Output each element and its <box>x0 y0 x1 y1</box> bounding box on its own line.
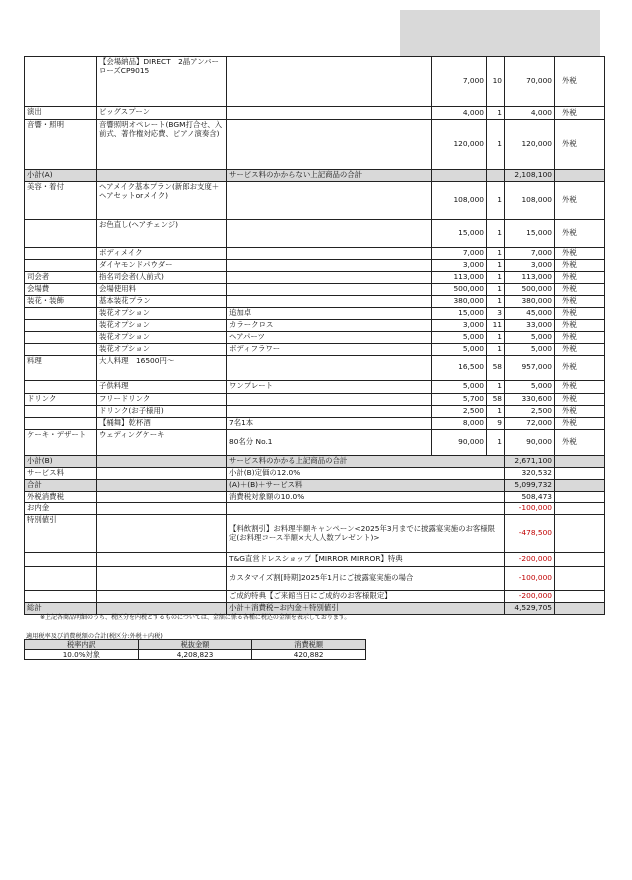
amount-cell: -100,000 <box>505 503 555 515</box>
category-cell <box>25 57 97 107</box>
unit-price-cell: 90,000 <box>432 429 487 455</box>
item-cell: フリードリンク <box>97 393 227 405</box>
column-header: 税抜金額 <box>138 640 252 650</box>
detail-cell: 追加卓 <box>227 307 432 319</box>
empty-cell <box>97 567 227 591</box>
empty-cell <box>555 603 605 615</box>
row-label-cell <box>25 567 97 591</box>
amount-cell: -200,000 <box>505 553 555 567</box>
tax-type-cell: 外税 <box>555 283 605 295</box>
category-cell <box>25 307 97 319</box>
amount-cell: 5,099,732 <box>505 479 555 491</box>
category-cell: 司会者 <box>25 271 97 283</box>
category-cell: ケーキ・デザート <box>25 429 97 455</box>
category-cell <box>25 380 97 393</box>
amount-cell: 2,500 <box>505 405 555 417</box>
category-cell: 音響・照明 <box>25 120 97 170</box>
detail-cell <box>227 283 432 295</box>
empty-cell <box>97 591 227 603</box>
row-label-cell: 小計(B) <box>25 455 97 467</box>
amount-cell: -100,000 <box>505 567 555 591</box>
tax-type-cell: 外税 <box>555 271 605 283</box>
empty-cell <box>555 591 605 603</box>
row-label-cell: 外税消費税 <box>25 491 97 503</box>
quantity-cell: 1 <box>487 259 505 271</box>
table-row <box>25 429 605 455</box>
amount-cell: 70,000 <box>505 57 555 107</box>
amount-cell: 500,000 <box>505 283 555 295</box>
table-row <box>25 107 605 120</box>
quantity-cell: 1 <box>487 219 505 247</box>
amount-cell: 3,000 <box>505 259 555 271</box>
amount-cell: 320,532 <box>505 467 555 479</box>
tax-type-cell: 外税 <box>555 57 605 107</box>
empty-cell <box>555 467 605 479</box>
table-row <box>25 120 605 170</box>
quantity-cell: 1 <box>487 380 505 393</box>
amount-cell: -200,000 <box>505 591 555 603</box>
amount-cell: 5,000 <box>505 331 555 343</box>
item-cell: 装花オプション <box>97 307 227 319</box>
unit-price-cell: 3,000 <box>432 319 487 331</box>
category-cell: ドリンク <box>25 393 97 405</box>
empty-cell <box>97 467 227 479</box>
amount-cell: 108,000 <box>505 181 555 219</box>
detail-cell: ワンプレート <box>227 380 432 393</box>
table-row <box>25 355 605 380</box>
amount-cell: 2,108,100 <box>505 170 555 182</box>
tax-type-cell: 外税 <box>555 380 605 393</box>
table-row <box>25 259 605 271</box>
item-cell: ビッグスプーン <box>97 107 227 120</box>
item-cell: お色直し(ヘアチェンジ) <box>97 219 227 247</box>
amount-cell: 72,000 <box>505 417 555 429</box>
description-cell: 小計＋消費税−お内金＋特別値引 <box>227 603 505 615</box>
amount-cell: 380,000 <box>505 295 555 307</box>
description-cell: 【料飲割引】お料理半額キャンペーン<2025年3月までに披露宴実施のお客様限定(お料理コース半額×大人人数プレゼント)> <box>227 515 505 553</box>
category-cell <box>25 259 97 271</box>
item-cell: 装花オプション <box>97 331 227 343</box>
category-cell: 演出 <box>25 107 97 120</box>
tax-amount-cell: 420,882 <box>252 650 366 660</box>
unit-price-cell: 120,000 <box>432 120 487 170</box>
detail-cell <box>227 295 432 307</box>
subtotal-b-row <box>25 455 605 467</box>
description-cell: サービス料のかからない上記商品の合計 <box>227 170 432 182</box>
row-label-cell: お内金 <box>25 503 97 515</box>
amount-cell: 113,000 <box>505 271 555 283</box>
item-cell: 指名司会者(人前式) <box>97 271 227 283</box>
tax-type-cell: 外税 <box>555 219 605 247</box>
quantity-cell: 58 <box>487 393 505 405</box>
item-cell: 会場使用料 <box>97 283 227 295</box>
tax-type-cell: 外税 <box>555 181 605 219</box>
detail-cell <box>227 247 432 259</box>
item-cell: ヘアメイク基本プラン(新郎お支度＋ヘアセットorメイク) <box>97 181 227 219</box>
table-row <box>25 283 605 295</box>
empty-cell <box>555 503 605 515</box>
estimate-table <box>24 56 605 615</box>
table-row <box>25 181 605 219</box>
empty-cell <box>432 170 487 182</box>
category-cell: 会場費 <box>25 283 97 295</box>
tax-note: ※上記各商品明細のうち、税区分を内税とするものについては、金額に係る各種に税込の金額を表示しております。 <box>40 614 351 621</box>
item-cell: 大人料理 16500円〜 <box>97 355 227 380</box>
unit-price-cell: 15,000 <box>432 219 487 247</box>
tax-type-cell: 外税 <box>555 393 605 405</box>
tax-type-cell: 外税 <box>555 429 605 455</box>
amount-cell: 45,000 <box>505 307 555 319</box>
detail-cell: カラークロス <box>227 319 432 331</box>
row-label-cell <box>25 591 97 603</box>
row-label-cell: 合計 <box>25 479 97 491</box>
empty-cell <box>97 553 227 567</box>
tax-summary-row <box>25 650 366 660</box>
item-cell: 音響照明オペレート(BGM打合せ、入前式、著作権対応費、ピアノ演奏含) <box>97 120 227 170</box>
unit-price-cell: 16,500 <box>432 355 487 380</box>
quantity-cell: 1 <box>487 295 505 307</box>
description-cell: 消費税対象額の10.0% <box>227 491 505 503</box>
unit-price-cell: 7,000 <box>432 247 487 259</box>
quantity-cell: 1 <box>487 247 505 259</box>
amount-cell: 33,000 <box>505 319 555 331</box>
unit-price-cell: 2,500 <box>432 405 487 417</box>
empty-cell <box>487 170 505 182</box>
unit-price-cell: 5,000 <box>432 331 487 343</box>
unit-price-cell: 5,700 <box>432 393 487 405</box>
quantity-cell: 1 <box>487 343 505 355</box>
table-row <box>25 247 605 259</box>
item-cell: 装花オプション <box>97 343 227 355</box>
unit-price-cell: 7,000 <box>432 57 487 107</box>
category-cell <box>25 343 97 355</box>
amount-cell: 7,000 <box>505 247 555 259</box>
unit-price-cell: 5,000 <box>432 380 487 393</box>
item-cell: ウェディングケーキ <box>97 429 227 455</box>
unit-price-cell: 15,000 <box>432 307 487 319</box>
column-header: 税率内訳 <box>25 640 139 650</box>
total-row <box>25 479 605 491</box>
tax-type-cell: 外税 <box>555 247 605 259</box>
category-cell: 美容・着付 <box>25 181 97 219</box>
table-row <box>25 393 605 405</box>
table-row <box>25 307 605 319</box>
quantity-cell: 1 <box>487 429 505 455</box>
tax-type-cell: 外税 <box>555 331 605 343</box>
detail-cell <box>227 107 432 120</box>
unit-price-cell: 8,000 <box>432 417 487 429</box>
detail-cell: 80名分 No.1 <box>227 429 432 455</box>
category-cell <box>25 319 97 331</box>
detail-cell <box>227 181 432 219</box>
item-cell: ボディメイク <box>97 247 227 259</box>
item-cell: ダイヤモンドパウダー <box>97 259 227 271</box>
table-row <box>25 271 605 283</box>
quantity-cell: 9 <box>487 417 505 429</box>
description-cell: (A)＋(B)＋サービス料 <box>227 479 505 491</box>
empty-cell <box>555 515 605 553</box>
tax-type-cell: 外税 <box>555 417 605 429</box>
discount-row <box>25 515 605 553</box>
table-row <box>25 417 605 429</box>
tax-rate-cell: 10.0%対象 <box>25 650 139 660</box>
category-cell: 料理 <box>25 355 97 380</box>
quantity-cell: 3 <box>487 307 505 319</box>
table-row <box>25 331 605 343</box>
empty-cell <box>97 515 227 553</box>
unit-price-cell: 380,000 <box>432 295 487 307</box>
tax-type-cell: 外税 <box>555 405 605 417</box>
tax-summary-title: 適用税率及び消費税額の合計(税区分:外税＋内税) <box>26 633 163 640</box>
category-cell <box>25 331 97 343</box>
empty-cell <box>97 170 227 182</box>
tax-type-cell: 外税 <box>555 343 605 355</box>
quantity-cell: 58 <box>487 355 505 380</box>
amount-cell: 5,000 <box>505 380 555 393</box>
description-cell: サービス料のかかる上記商品の合計 <box>227 455 505 467</box>
quantity-cell: 1 <box>487 271 505 283</box>
detail-cell <box>227 259 432 271</box>
item-cell: 装花オプション <box>97 319 227 331</box>
detail-cell <box>227 120 432 170</box>
empty-cell <box>97 503 227 515</box>
tax-type-cell: 外税 <box>555 259 605 271</box>
column-header: 消費税額 <box>252 640 366 650</box>
detail-cell: ボディフラワー <box>227 343 432 355</box>
empty-cell <box>555 479 605 491</box>
amount-cell: 508,473 <box>505 491 555 503</box>
tax-type-cell: 外税 <box>555 107 605 120</box>
amount-cell: 330,600 <box>505 393 555 405</box>
table-row <box>25 319 605 331</box>
consumption-tax-row <box>25 491 605 503</box>
unit-price-cell: 108,000 <box>432 181 487 219</box>
empty-cell <box>555 455 605 467</box>
quantity-cell: 1 <box>487 283 505 295</box>
empty-cell <box>555 170 605 182</box>
category-cell <box>25 417 97 429</box>
tax-type-cell: 外税 <box>555 355 605 380</box>
empty-cell <box>97 455 227 467</box>
tax-type-cell: 外税 <box>555 307 605 319</box>
quantity-cell: 1 <box>487 107 505 120</box>
amount-cell: 4,000 <box>505 107 555 120</box>
tax-summary-table <box>24 639 366 660</box>
table-row <box>25 295 605 307</box>
quantity-cell: 10 <box>487 57 505 107</box>
deposit-row <box>25 503 605 515</box>
detail-cell <box>227 405 432 417</box>
pre-tax-amount-cell: 4,208,823 <box>138 650 252 660</box>
discount-row <box>25 591 605 603</box>
quantity-cell: 1 <box>487 181 505 219</box>
description-cell: 小計(B)定価の12.0% <box>227 467 505 479</box>
tax-summary-header-row <box>25 640 366 650</box>
quantity-cell: 1 <box>487 405 505 417</box>
unit-price-cell: 5,000 <box>432 343 487 355</box>
redaction-box <box>400 10 600 56</box>
item-cell: ドリンク(お子様用) <box>97 405 227 417</box>
category-cell: 装花・装飾 <box>25 295 97 307</box>
detail-cell <box>227 355 432 380</box>
detail-cell <box>227 393 432 405</box>
detail-cell <box>227 57 432 107</box>
quantity-cell: 11 <box>487 319 505 331</box>
amount-cell: 4,529,705 <box>505 603 555 615</box>
detail-cell <box>227 219 432 247</box>
empty-cell <box>555 553 605 567</box>
service-charge-row <box>25 467 605 479</box>
tax-type-cell: 外税 <box>555 319 605 331</box>
table-row <box>25 405 605 417</box>
discount-row <box>25 553 605 567</box>
row-label-cell: 小計(A) <box>25 170 97 182</box>
category-cell <box>25 219 97 247</box>
quantity-cell: 1 <box>487 120 505 170</box>
amount-cell: 5,000 <box>505 343 555 355</box>
description-cell: カスタマイズ割[時期]2025年1月にご披露宴実施の場合 <box>227 567 505 591</box>
unit-price-cell: 113,000 <box>432 271 487 283</box>
table-row <box>25 57 605 107</box>
row-label-cell: サービス料 <box>25 467 97 479</box>
category-cell <box>25 405 97 417</box>
item-cell: 【会場納品】DIRECT 2晶アンバーローズCP9015 <box>97 57 227 107</box>
quantity-cell: 1 <box>487 331 505 343</box>
table-row <box>25 380 605 393</box>
amount-cell: 15,000 <box>505 219 555 247</box>
tax-type-cell: 外税 <box>555 295 605 307</box>
empty-cell <box>555 491 605 503</box>
table-row <box>25 343 605 355</box>
description-cell <box>227 503 505 515</box>
item-cell: 【桶舞】乾杯酒 <box>97 417 227 429</box>
tax-type-cell: 外税 <box>555 120 605 170</box>
description-cell: ご成約特典【ご来館当日にご成約のお客様限定】 <box>227 591 505 603</box>
item-cell: 基本装花プラン <box>97 295 227 307</box>
item-cell: 子供料理 <box>97 380 227 393</box>
row-label-cell: 総計 <box>25 603 97 615</box>
empty-cell <box>97 479 227 491</box>
amount-cell: 90,000 <box>505 429 555 455</box>
amount-cell: 120,000 <box>505 120 555 170</box>
empty-cell <box>555 567 605 591</box>
row-label-cell: 特別値引 <box>25 515 97 553</box>
subtotal-a-row <box>25 170 605 182</box>
row-label-cell <box>25 553 97 567</box>
table-row <box>25 219 605 247</box>
detail-cell: ヘアパーツ <box>227 331 432 343</box>
amount-cell: -478,500 <box>505 515 555 553</box>
detail-cell: 7名1本 <box>227 417 432 429</box>
unit-price-cell: 3,000 <box>432 259 487 271</box>
unit-price-cell: 4,000 <box>432 107 487 120</box>
detail-cell <box>227 271 432 283</box>
discount-row <box>25 567 605 591</box>
category-cell <box>25 247 97 259</box>
amount-cell: 2,671,100 <box>505 455 555 467</box>
empty-cell <box>97 491 227 503</box>
description-cell: T&G直営ドレスショップ【MIRROR MIRROR】特典 <box>227 553 505 567</box>
unit-price-cell: 500,000 <box>432 283 487 295</box>
amount-cell: 957,000 <box>505 355 555 380</box>
